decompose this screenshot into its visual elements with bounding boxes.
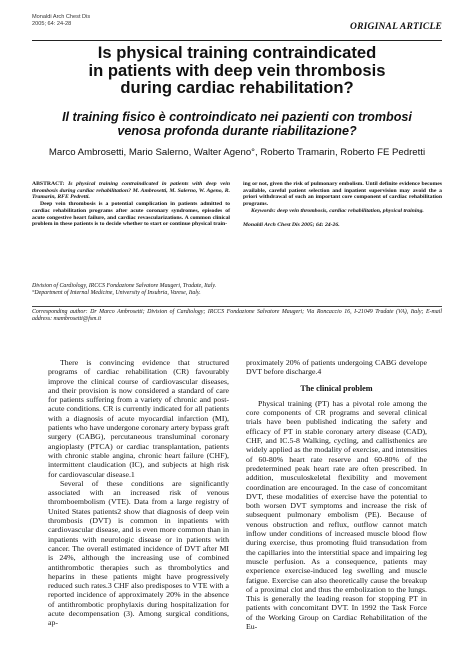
section-heading: The clinical problem [300, 383, 373, 393]
affiliation: Division of Cardiology, IRCCS Fondazione Salvatore Maugeri, Tradate, Italy. [32, 283, 217, 289]
keywords [243, 208, 442, 215]
body-paragraph: There is convincing evidence that structured programs of cardiac rehabilitation (CR) favourably improve the clinical course of cardiovascular diseases, and their provision is now considered a standard of care for patients suffering from a variety of chronic and post-acute conditions. CR is currently indicated for all patients with a diagnosis of acute myocardial infarction (MI), patients who have undergone coronary artery bypass graft surgery (CABG), percutaneous transluminal coronary angioplasty (PTCA) or cardiac transplantation, patients with chronic stable angina, chronic heart failure (CHF), intermittent claudication (IC), and subjects at high risk for cardiovascular disease.1 [48, 358, 229, 479]
journal-info [32, 14, 90, 28]
title-line: in patients with deep vein thrombosis [88, 60, 386, 80]
abstract-left-column [32, 181, 230, 228]
abstract-paragraph: Deep vein thrombosis is a potential complication in patients admitted to cardiac rehabilitation programs after acute coronary syndromes, episodes of acute congestive heart failure, and cardiac revascularizations. A common clinical problem in these patients is to decide whether to start or continue physical train- [32, 201, 230, 228]
article-title [40, 44, 434, 97]
body-paragraph: Several of these conditions are significantly associated with an increased risk of venous thromboembolism (VTE). Data from a large registry of United States patients2 show that diagnosis of deep vein thrombosis (DVT) is common in inpatients with cardiovascular disease, and is even more common than in inpatients with neurologic disease or in patients with cancer. The overall estimated incidence of DVT after MI is 24%, although the increasing use of combined antithrombotic therapies such as thrombolytics and heparins in these patients might have progressively reduced such rates.3 CHF also predisposes to VTE with a reported incidence of approximately 20% in the absence of antithrombotic prophylaxis during hospitalization for acute decompensation (3). Among surgical conditions, ap- [48, 478, 229, 628]
keywords-label: Keywords: [251, 207, 276, 214]
affiliation: °Department of Internal Medicine, University of Insubria, Varese, Italy. [32, 290, 201, 297]
journal-issue: 2005; 64: 24-28 [32, 21, 72, 27]
body-left-column [48, 358, 229, 628]
title-it-line: venosa profonda durante riabilitazione? [117, 124, 357, 138]
article-title-italian [44, 110, 430, 138]
citation: Monaldi Arch Chest Dis 2005; 64: 24-26. [243, 221, 340, 228]
title-line: during cardiac rehabilitation? [120, 78, 354, 98]
keywords-text: deep vein thrombosis, cardiac rehabilitation, physical training. [277, 207, 424, 214]
body-paragraph: proximately 20% of patients undergoing CABG develope DVT before discharge.4 [246, 358, 427, 377]
abstract-right-column [243, 181, 442, 228]
author-list: Marco Ambrosetti, Mario Salerno, Walter Ageno°, Roberto Tramarin, Roberto FE Pedretti [48, 147, 426, 158]
body-right-column [246, 358, 427, 631]
journal-name: Monaldi Arch Chest Dis [32, 14, 91, 20]
title-it-line: Il training fisico è controindicato nei pazienti con trombosi [62, 110, 412, 124]
affiliations [32, 283, 442, 297]
correspondence: Corresponding author: Dr Marco Ambrosetti; Division of Cardiology; IRCCS Fondazione Salvatore Maugeri; Via Roncaccio 16, I-21049 Tradate (VA), Italy; E-mail address: mambrosetti@fsm.it [32, 306, 442, 324]
body-paragraph: Physical training (PT) has a pivotal role among the core components of CR programs and several clinical trials have been published indicating the safety and efficacy of PT in stable coronary artery disease (CAD), CHF, and IC.5-8 Walking, cycling, and callisthenics are widely applied as the modality of exercise, and intensities of 60-80% heart rate reserve and 60-80% of the predetermined peak heart rate are often prescribed. In addition, musculoskeletal flexibility and movement coordination are encouraged. In the case of concomitant DVT, these modalities of exercise have the potential to both worsen DVT symptoms and increase the risk of subsequent pulmonary embolism (PE). Because of venous obstruction and reflux, outflow cannot match inflow under conditions of increased muscle blood flow during exercise, thus promoting fluid transudation from the capillaries into the interstitial space and impairing leg muscle perfusion. As a consequence, patients may experience exercise-induced leg swelling and muscle fatigue. Exercise can also theoretically cause the breakup of a proximal clot and thus the embolization to the lungs. This is generally the leading reason for stopping PT in patients with concomitant DVT. In 1992 the Task Force of the Working Group on Cardiac Rehabilitation of the Eu- [246, 398, 427, 632]
journal-header [32, 14, 442, 41]
abstract-paragraph: ing or not, given the risk of pulmonary embolism. Until definite evidence becomes available, careful patient selection and inpatient supervision may avoid the a priori withdrawal of such an important core component of cardiac rehabilitation programs. [243, 181, 442, 208]
section-label: ORIGINAL ARTICLE [350, 22, 442, 32]
abstract-reference: Is physical training contraindicated in patients with deep vein thrombosis during cardiac rehabilitation? M. Ambrosetti, M. Salerno, W. Ageno, R. Tramarin, RFE Pedretti. [32, 181, 231, 201]
abstract-header [32, 181, 230, 201]
title-line: Is physical training contraindicated [97, 43, 377, 62]
abstract-label: ABSTRACT: [32, 181, 65, 187]
